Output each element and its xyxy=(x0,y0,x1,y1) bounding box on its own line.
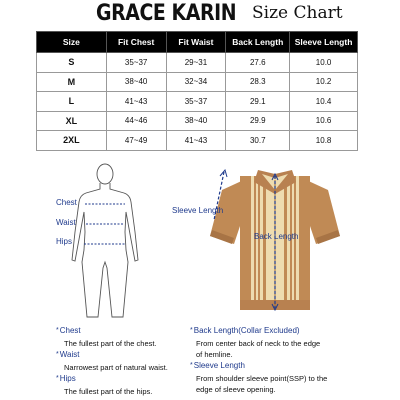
table-cell: 32~34 xyxy=(166,72,226,92)
table-cell: 35~37 xyxy=(166,92,226,112)
column-header: Fit Chest xyxy=(106,32,166,53)
column-header: Back Length xyxy=(226,32,290,53)
asterisk-icon: * xyxy=(190,362,193,369)
table-cell: S xyxy=(37,53,107,73)
legend-hips-desc: The fullest part of the hips. xyxy=(64,387,153,396)
legend-back-length-desc-line1: From center back of neck to the edge xyxy=(196,339,321,348)
chest-label: Chest xyxy=(56,198,77,207)
column-header: Fit Waist xyxy=(166,32,226,53)
legend-sleeve-length-title: *Sleeve Length xyxy=(190,361,245,370)
table-cell: 10.0 xyxy=(290,53,358,73)
legend-chest-title: *Chest xyxy=(56,326,81,335)
legend-back-length-title: *Back Length(Collar Excluded) xyxy=(190,326,300,335)
measurement-legend xyxy=(0,320,400,400)
table-cell: 47~49 xyxy=(106,131,166,151)
asterisk-icon: * xyxy=(56,351,59,358)
table-cell: 29.9 xyxy=(226,111,290,131)
table-cell: 29.1 xyxy=(226,92,290,112)
legend-sleeve-length-desc-line1: From shoulder sleeve point(SSP) to the xyxy=(196,374,328,383)
table-row xyxy=(37,92,358,112)
table-cell: XL xyxy=(37,111,107,131)
table-cell: 30.7 xyxy=(226,131,290,151)
column-header: Size xyxy=(37,32,107,53)
table-cell: 27.6 xyxy=(226,53,290,73)
back-length-label: Back Length xyxy=(254,232,299,241)
header xyxy=(0,0,400,30)
asterisk-icon: * xyxy=(56,327,59,334)
legend-chest-desc: The fullest part of the chest. xyxy=(64,339,157,348)
table-cell: 28.3 xyxy=(226,72,290,92)
asterisk-icon: * xyxy=(56,375,59,382)
table-cell: 41~43 xyxy=(166,131,226,151)
table-cell: 38~40 xyxy=(166,111,226,131)
table-cell: 44~46 xyxy=(106,111,166,131)
table-cell: 10.4 xyxy=(290,92,358,112)
column-header: Sleeve Length xyxy=(290,32,358,53)
table-cell: 10.2 xyxy=(290,72,358,92)
table-cell: 35~37 xyxy=(106,53,166,73)
table-cell: 10.8 xyxy=(290,131,358,151)
legend-sleeve-length-desc-line2: edge of sleeve opening. xyxy=(196,385,276,394)
table-row xyxy=(37,53,358,73)
table-header-row xyxy=(37,32,358,53)
legend-back-length-desc-line2: of hemline. xyxy=(196,350,233,359)
legend-waist-desc: Narrowest part of natural waist. xyxy=(64,363,168,372)
sleeve-length-label: Sleeve Length xyxy=(172,206,224,215)
body-silhouette-icon xyxy=(60,162,150,320)
table-cell: 29~31 xyxy=(166,53,226,73)
table-cell: L xyxy=(37,92,107,112)
table-row xyxy=(37,131,358,151)
table-cell: 38~40 xyxy=(106,72,166,92)
table-row xyxy=(37,72,358,92)
asterisk-icon: * xyxy=(190,327,193,334)
hips-label: Hips xyxy=(56,237,73,246)
measurement-figures xyxy=(0,160,400,320)
table-cell: 2XL xyxy=(37,131,107,151)
size-table xyxy=(36,31,358,151)
waist-label: Waist xyxy=(56,218,76,227)
legend-hips-title: *Hips xyxy=(56,374,76,383)
table-row xyxy=(37,111,358,131)
brand-logo: GRACE KARIN xyxy=(96,1,237,26)
table-cell: 41~43 xyxy=(106,92,166,112)
legend-waist-title: *Waist xyxy=(56,350,80,359)
page-title: Size Chart xyxy=(252,3,343,23)
table-cell: M xyxy=(37,72,107,92)
table-cell: 10.6 xyxy=(290,111,358,131)
